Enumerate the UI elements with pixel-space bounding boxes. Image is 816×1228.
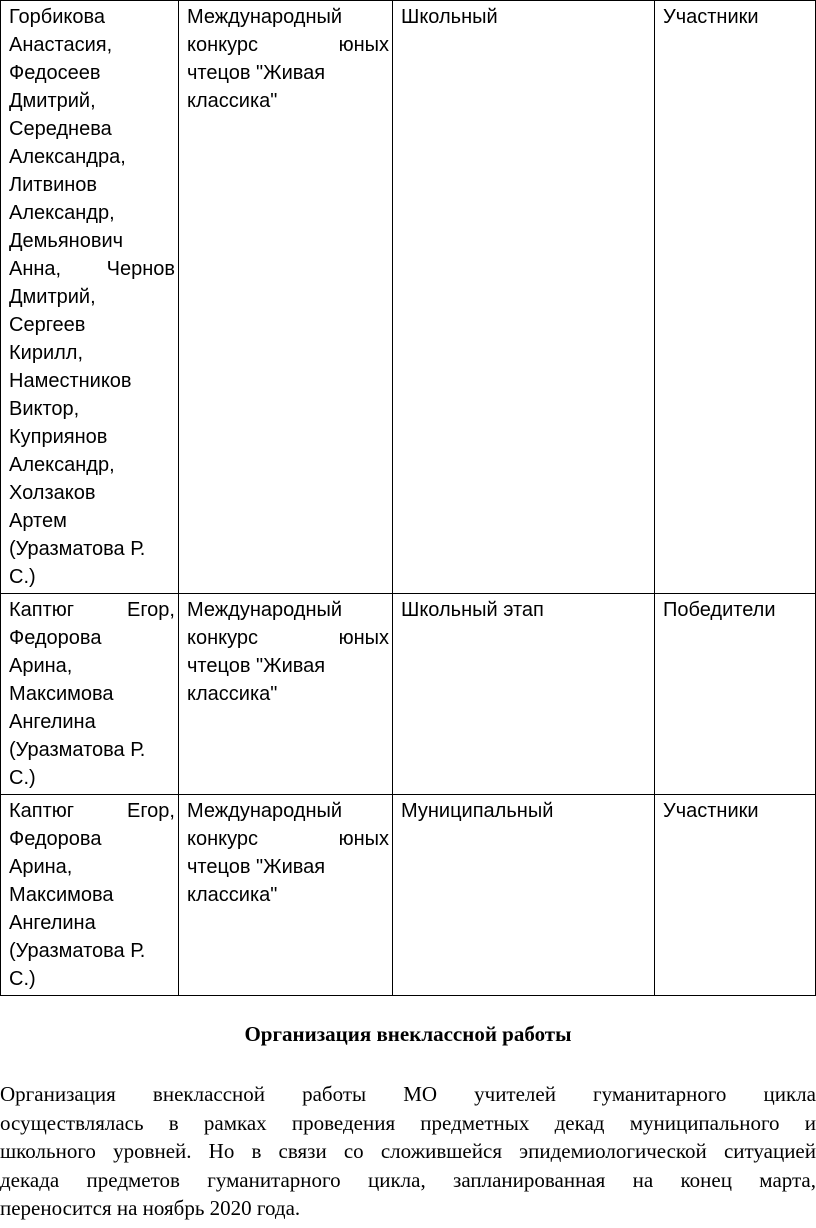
- level-cell: Муниципальный: [393, 795, 655, 996]
- contest-line: чтецов "Живая: [187, 655, 326, 677]
- participant-line: Сергеев: [9, 314, 86, 336]
- contest-line: Международный: [187, 6, 343, 28]
- participant-line: Середнева: [9, 118, 112, 140]
- table-row: [1, 594, 816, 795]
- participant-line: Дмитрий,: [9, 90, 96, 112]
- result-cell: Победители: [655, 594, 816, 795]
- participant-line: Максимова: [9, 683, 114, 705]
- table-row: [1, 795, 816, 996]
- participant-line: Каптюг Егор,: [9, 800, 175, 822]
- participant-line: Анастасия,: [9, 34, 113, 56]
- contest-cell: [179, 1, 393, 594]
- participant-line: Каптюг Егор,: [9, 599, 175, 621]
- participant-line: Горбикова: [9, 6, 105, 28]
- level-cell: Школьный: [393, 1, 655, 594]
- contest-cell: [179, 594, 393, 795]
- contest-line: конкурс юных: [187, 828, 389, 850]
- contest-line: Международный: [187, 599, 343, 621]
- contest-cell: [179, 795, 393, 996]
- participant-line: Ангелина: [9, 912, 96, 934]
- participant-line: Федорова: [9, 828, 102, 850]
- participants-cell: [1, 594, 179, 795]
- contest-line: классика": [187, 884, 278, 906]
- participants-cell: [1, 795, 179, 996]
- participant-line: Александр,: [9, 202, 115, 224]
- contest-line: чтецов "Живая: [187, 62, 326, 84]
- participant-line: Александр,: [9, 454, 115, 476]
- participant-line: Максимова: [9, 884, 114, 906]
- paragraph-line: осуществлялась в рамках проведения предметных декад муниципального и: [0, 1110, 816, 1135]
- result-cell: Участники: [655, 795, 816, 996]
- participant-line: (Уразматова Р.: [9, 940, 146, 962]
- participant-line: Кирилл,: [9, 342, 84, 364]
- paragraph-line: школьного уровней. Но в связи со сложившейся эпидемиологической ситуацией: [0, 1139, 816, 1164]
- participant-line: Федосеев: [9, 62, 101, 84]
- paragraph-line: переносится на ноябрь 2020 года.: [0, 1196, 301, 1221]
- paragraph-line: Организация внеклассной работы МО учителей гуманитарного цикла: [0, 1082, 816, 1106]
- participant-line: Александра,: [9, 146, 126, 168]
- participant-line: Арина,: [9, 856, 73, 878]
- paragraph-line: декада предметов гуманитарного цикла, запланированная на конец марта,: [0, 1167, 816, 1192]
- participant-line: Литвинов: [9, 174, 98, 196]
- table-row: [1, 1, 816, 594]
- participant-line: Артем: [9, 510, 67, 532]
- result-cell: Участники: [655, 1, 816, 594]
- participant-line: С.): [9, 968, 36, 990]
- level-cell: Школьный этап: [393, 594, 655, 795]
- contest-line: Международный: [187, 800, 343, 822]
- participant-line: Холзаков: [9, 482, 96, 504]
- participant-line: С.): [9, 767, 36, 789]
- contest-line: классика": [187, 683, 278, 705]
- contest-line: конкурс юных: [187, 627, 389, 649]
- contest-line: чтецов "Живая: [187, 856, 326, 878]
- participant-line: Куприянов: [9, 426, 108, 448]
- contest-line: классика": [187, 90, 278, 112]
- participant-line: Арина,: [9, 655, 73, 677]
- contest-line: конкурс юных: [187, 34, 389, 56]
- participant-line: Виктор,: [9, 398, 80, 420]
- participant-line: (Уразматова Р.: [9, 538, 146, 560]
- participant-line: Дмитрий,: [9, 286, 96, 308]
- participant-line: Анна, Чернов: [9, 258, 175, 280]
- participant-line: Федорова: [9, 627, 102, 649]
- participant-line: Демьянович: [9, 230, 124, 252]
- table-body: [1, 1, 816, 996]
- participant-line: С.): [9, 566, 36, 588]
- participant-line: Ангелина: [9, 711, 96, 733]
- section-paragraph: [0, 1080, 816, 1223]
- participants-cell: [1, 1, 179, 594]
- participant-line: Наместников: [9, 370, 132, 392]
- participant-line: (Уразматова Р.: [9, 739, 146, 761]
- section-heading: Организация внеклассной работы: [244, 1022, 572, 1046]
